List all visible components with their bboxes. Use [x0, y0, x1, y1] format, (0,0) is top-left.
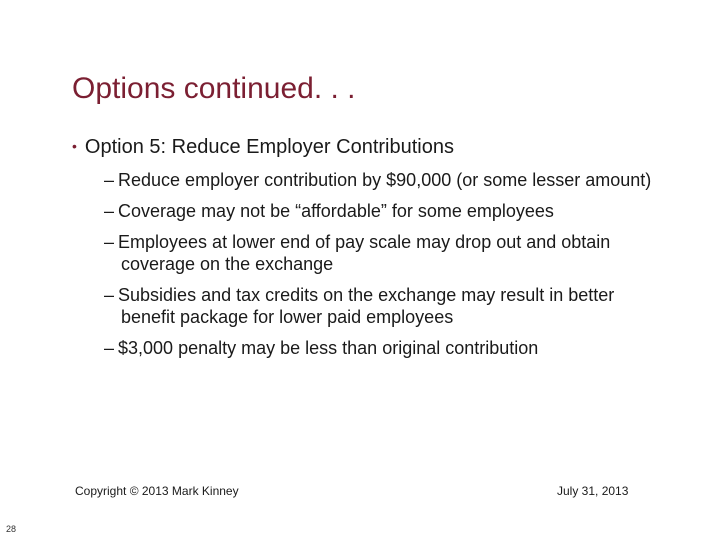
- slide-title: Options continued. . .: [72, 72, 356, 105]
- bullet-text: Option 5: Reduce Employer Contributions: [84, 136, 454, 158]
- sub-bullet-dash: –: [104, 170, 115, 190]
- sub-bullet-dash: –: [104, 338, 115, 358]
- sub-bullet-list: [104, 169, 664, 368]
- slide-number: 28: [6, 524, 17, 534]
- sub-bullet-item: [104, 337, 664, 359]
- sub-bullet-item: [104, 284, 664, 328]
- sub-bullet-item: [104, 169, 664, 191]
- bullet-option-5: [72, 136, 454, 159]
- sub-bullet-dash: –: [104, 232, 115, 252]
- sub-bullet-dash: –: [104, 285, 115, 305]
- sub-bullet-item: [104, 231, 664, 275]
- sub-bullet-text: Coverage may not be “affordable” for some employees: [118, 201, 554, 221]
- footer-copyright: Copyright © 2013 Mark Kinney: [75, 484, 239, 498]
- sub-bullet-text: Subsidies and tax credits on the exchange may result in better benefit package for lower paid employees: [118, 285, 615, 327]
- sub-bullet-text: Employees at lower end of pay scale may drop out and obtain coverage on the exchange: [118, 232, 611, 274]
- footer-date: July 31, 2013: [557, 484, 629, 498]
- sub-bullet-item: [104, 200, 664, 222]
- sub-bullet-text: Reduce employer contribution by $90,000 (or some lesser amount): [118, 170, 652, 190]
- sub-bullet-text: $3,000 penalty may be less than original contribution: [118, 338, 539, 358]
- bullet-marker: •: [72, 138, 77, 154]
- sub-bullet-dash: –: [104, 201, 115, 221]
